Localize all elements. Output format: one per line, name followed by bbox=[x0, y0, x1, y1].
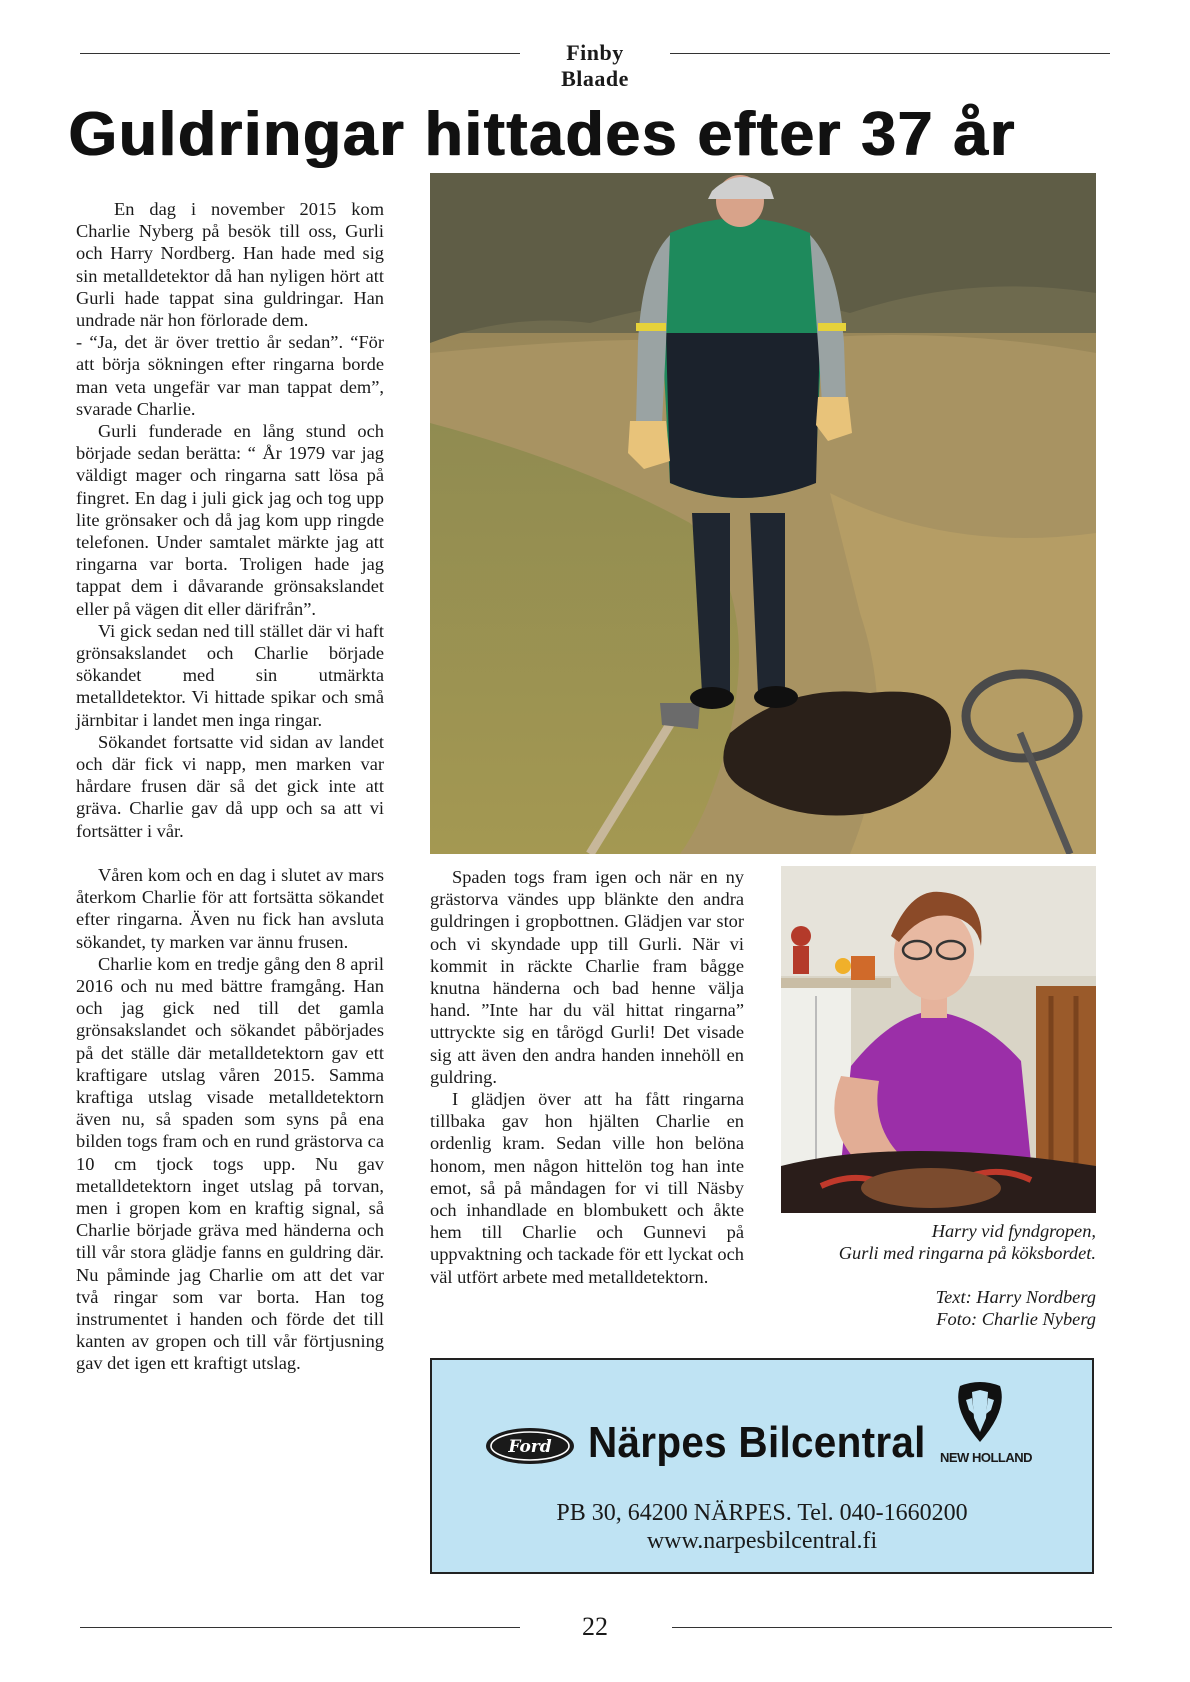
ad-company-name: Närpes Bilcentral bbox=[588, 1418, 926, 1467]
photo-woman-at-kitchen-table-image bbox=[781, 866, 1096, 1213]
paragraph: Sökandet fortsatte vid sidan av landet och där fick vi napp, men marken var hårdare frusen där så det gick inte att gräva. Charlie gav då upp och sa att vi fortsätter i vår. bbox=[76, 731, 384, 841]
photo-caption bbox=[776, 1220, 1096, 1264]
article-column-2 bbox=[430, 866, 744, 1288]
paragraph: I glädjen över att ha fått ringarna tillbaka gav hon hjälten Charlie en ordenlig kram. Sedan ville hon belöna honom, men någon hittelön tog han inte emot, så på måndagen for vi till Näsby och inhandlade en blombukett och åkte hem till Charlie och Gunnevi på uppvaktning och tackade för ett lyckat och väl utfört arbete med metalldetektorn. bbox=[430, 1089, 744, 1287]
paragraph: - “Ja, det är över trettio år sedan”. “För att börja sökningen efter ringarna borde man veta ungefär var man tappat dem”, svarade Charlie. bbox=[76, 332, 384, 419]
svg-text:Ford: Ford bbox=[508, 1437, 552, 1457]
caption-line: Gurli med ringarna på köksbordet. bbox=[838, 1243, 1096, 1263]
new-holland-leaf-logo bbox=[952, 1380, 1008, 1444]
advertisement-narpes-bilcentral bbox=[430, 1358, 1094, 1574]
text-credit: Text: Harry Nordberg bbox=[935, 1287, 1096, 1307]
paragraph: Charlie kom en tredje gång den 8 april 2016 och nu med bättre framgång. Han och jag gick ned till det gamla grönsakslandet och sökandet påbörjades på det ställe där metalldetektorn gav ett kraftigare utslag våren 2015. Samma kraftiga utslag visade metalldetektorn även nu, så spaden som syns på ena bilden togs fram och en rund grästorva ca 10 cm tjock togs upp. Nu gav metalldetektorn inget utslag på torvan, men i gropen kom en kraftig signal, så Charlie började gräva med händerna och till vår stora glädje fanns en guldring där. Nu påminde jag Charlie om att det var två ringar som var borta. Han tog instrumentet i handen och förde det till kanten av gropen och till vår förtjusning gav det igen ett kraftigt utslag. bbox=[76, 953, 384, 1374]
paragraph: Gurli funderade en lång stund och började sedan berätta: “ År 1979 var jag väldigt mager och ringarna satt lösa på fingret. En dag i juli gick jag och tog upp lite grönsaker och då jag kom upp ringde telefonen. Under samtalet märkte jag att ringarna var borta. Troligen hade jag tappat dem i dåvarande grönsakslandet eller på vägen dit eller därifrån”. bbox=[76, 421, 384, 619]
caption-line: Harry vid fyndgropen, bbox=[931, 1221, 1096, 1241]
publication-name: Finby Blaade bbox=[561, 40, 629, 91]
header-rule-left bbox=[80, 53, 520, 54]
footer-rule-left bbox=[80, 1627, 520, 1628]
photo-man-at-dig-site bbox=[430, 173, 1096, 854]
header-rule-right bbox=[670, 53, 1110, 54]
paragraph: Våren kom och en dag i slutet av mars återkom Charlie för att fortsätta sökandet efter ringarna. Även nu fick han avsluta sökandet, ty marken var ännu frusen. bbox=[76, 864, 384, 952]
ad-address: PB 30, 64200 NÄRPES. Tel. 040-1660200 bbox=[556, 1500, 968, 1526]
ad-website-link[interactable]: www.narpesbilcentral.fi bbox=[646, 1528, 878, 1554]
article-column-1 bbox=[76, 198, 384, 1375]
paragraph: Vi gick sedan ned till stället där vi haft grönsakslandet och Charlie började sökandet med sin utmärkta metalldetektor. Vi hittade spikar och små järnbitar i landet men inga ringar. bbox=[76, 620, 384, 730]
article-headline: Guldringar hittades efter 37 år bbox=[68, 100, 1016, 169]
photo-man-at-dig-site-image bbox=[430, 173, 1096, 854]
footer-rule-right bbox=[672, 1627, 1112, 1628]
photo-woman-at-kitchen-table bbox=[781, 866, 1096, 1213]
ford-logo bbox=[484, 1426, 576, 1466]
paragraph: En dag i november 2015 kom Charlie Nyberg på besök till oss, Gurli och Harry Nordberg. Han hade med sig sin metalldetektor då han nyligen hört att Gurli hade tappat sina guldringar. Han undrade när hon förlorade dem. bbox=[76, 199, 384, 331]
new-holland-wordmark: NEW HOLLAND bbox=[940, 1450, 1032, 1465]
paragraph: Spaden togs fram igen och när en ny grästorva vändes upp blänkte den andra guldringen i gropbottnen. Glädjen var stor och vi skyndade upp till Gurli. När vi kommit in räckte Charlie fram bågge knutna händerna och bad henne välja hand. ”Inte har du väl hittat ringarna” uttryckte sig en tårögd Gurli! Det visade sig att även den andra handen innehöll en guldring. bbox=[430, 867, 744, 1087]
page-number: 22 bbox=[582, 1612, 608, 1641]
photo-credit: Foto: Charlie Nyberg bbox=[936, 1309, 1096, 1329]
credits bbox=[776, 1286, 1096, 1330]
